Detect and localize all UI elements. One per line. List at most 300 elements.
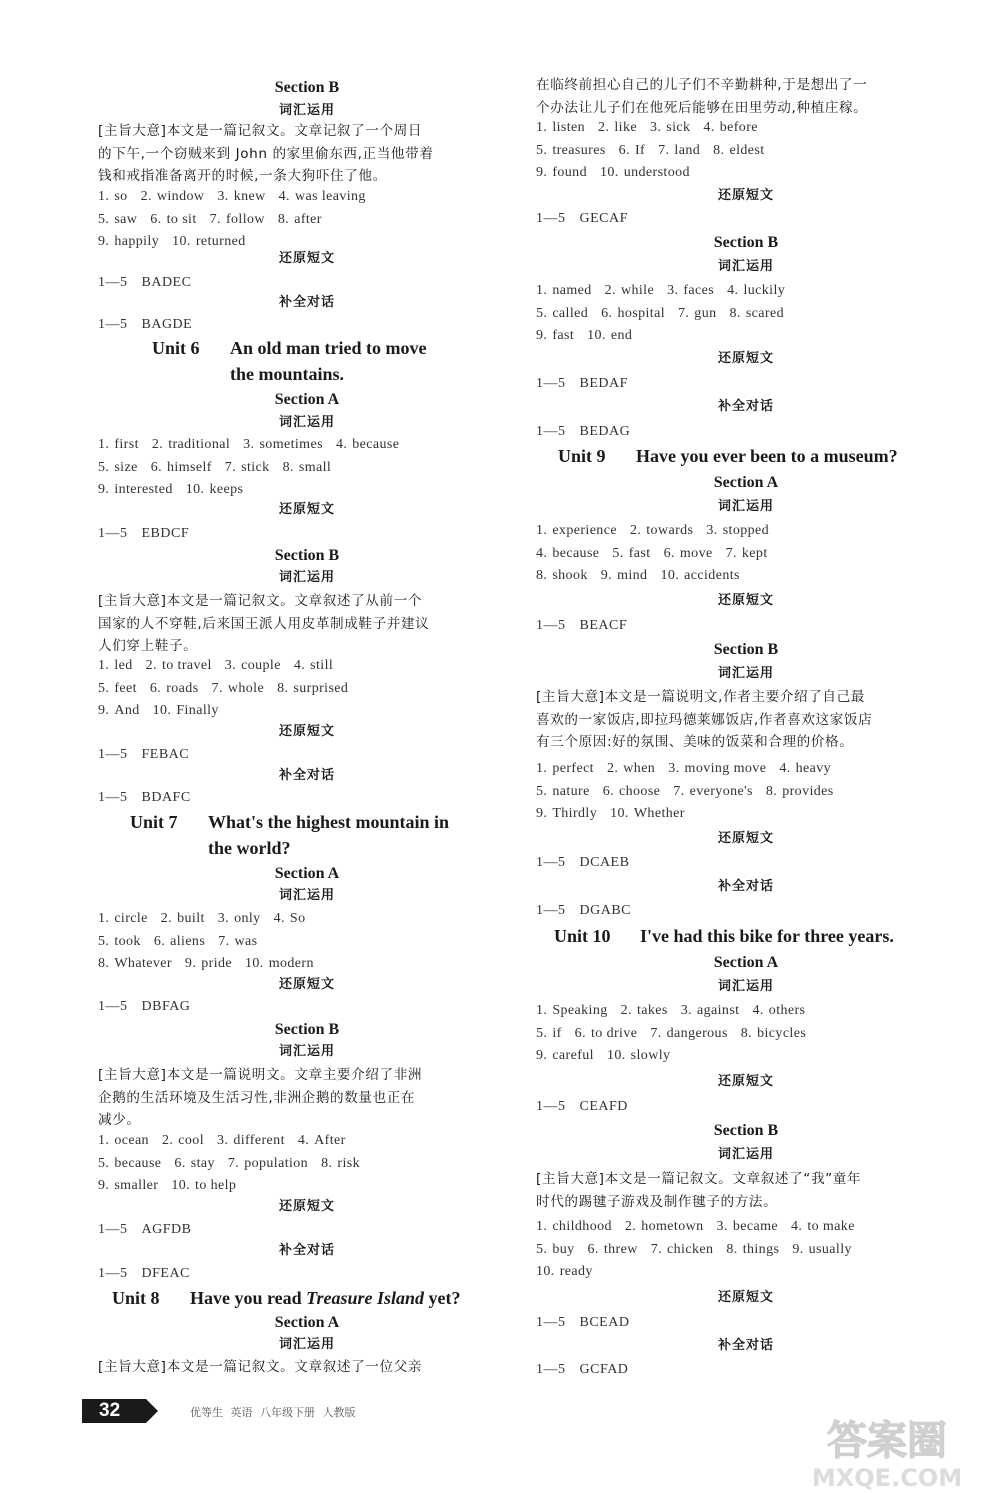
answer-word: like [614,120,637,135]
answer-letters: AGFDB [141,1222,192,1237]
summary-label: [主旨大意] [98,123,167,139]
answer-letters: BAGDE [141,317,193,332]
item-number: 3. [668,761,680,776]
item-number: 3. [649,120,662,135]
item-number: 10. [599,165,619,180]
summary-line: 本文是一篇记叙文。文章叙述了从前一个 [166,593,423,609]
item-number: 9. [536,806,548,821]
vocab-heading: 词汇运用 [717,979,774,994]
answer-range: 1—5 [98,790,128,805]
answer-word: different [233,1133,285,1148]
answer-word: scared [745,305,784,321]
summary-line: 喜欢的一家饭店,即拉玛德莱娜饭店,作者喜欢这家饭店 [536,711,873,728]
item-number: 2. [160,911,173,926]
answer-word: careful [552,1048,594,1063]
section-title: Section B [274,547,340,564]
answer-range: 1—5 [98,1222,128,1237]
item-number: 8. [729,305,741,321]
answer-row [536,781,956,804]
item-number: 6. [149,680,162,696]
summary-line: 企鹅的生活环境及生活习性,非洲企鹅的数量也正在 [98,1089,416,1106]
restore-heading: 还原短文 [717,1290,774,1305]
unit-heading [152,335,516,387]
answer-row [98,209,516,232]
item-number: 7. [658,142,670,158]
summary-paragraph [536,1168,956,1213]
answer-word: to travel [161,658,212,673]
answer-word: towards [646,523,694,538]
section-title: Section A [713,474,779,491]
summary-line: 人们穿上鞋子。 [98,638,198,654]
answer-word: stick [241,459,270,475]
unit-number: Unit 9 [558,446,606,466]
answer-range: 1—5 [98,1266,128,1281]
answer-word: fast [552,328,575,343]
item-number: 10. [185,482,205,497]
dialog-heading: 补全对话 [278,768,335,783]
item-number: 1. [98,437,110,452]
item-number: 4. [536,545,548,561]
answer-word: And [114,703,140,718]
vocab-answers [536,1216,956,1284]
answer-word: choose [619,783,661,799]
answer-row [536,543,956,566]
restore-heading: 还原短文 [278,251,335,266]
item-number: 7. [677,305,690,321]
unit-heading [554,923,956,949]
answer-word: knew [233,189,266,204]
item-number: 5. [536,1025,548,1041]
summary-line: 的下午,一个窃贼来到 John 的家里偷东西,正当他带着 [98,145,434,162]
item-number: 7. [673,783,685,799]
unit-heading [130,809,516,861]
answer-word: land [674,142,701,158]
answer-range: 1—5 [536,903,566,918]
restore-heading: 还原短文 [717,593,774,608]
answer-letters: EBDCF [141,526,190,541]
answer-word: end [610,328,633,343]
answer-word: things [742,1241,780,1257]
summary-line: 个办法让儿子们在他死后能够在田里劳动,种植庄稼。 [536,99,868,116]
answer-word: perfect [552,761,594,776]
answer-word: couple [241,658,281,673]
item-number: 6. [663,545,675,561]
item-number: 10. [606,1048,626,1063]
answer-word: shook [552,568,588,583]
answer-range: 1—5 [536,211,566,226]
answer-range: 1—5 [536,1315,566,1330]
item-number: 8. [277,680,289,696]
answer-word: gun [694,305,717,321]
item-number: 1. [98,911,110,926]
item-number: 6. [174,1155,186,1171]
book-title: Treasure Island [306,1288,425,1308]
restore-answer [536,209,956,229]
answer-word: surprised [293,680,349,696]
summary-line: 本文是一篇说明文。文章主要介绍了非洲 [166,1067,423,1083]
answer-row [536,280,956,303]
answer-row [98,457,516,480]
answer-word: small [298,459,332,475]
item-number: 8. [282,459,294,475]
answer-word: understood [623,165,690,180]
item-number: 6. [574,1025,586,1041]
answer-word: happily [114,234,160,249]
answer-letters: CEAFD [579,1099,628,1114]
answer-word: Finally [176,703,219,718]
answer-row [536,117,956,140]
answer-range: 1—5 [536,618,566,633]
restore-heading: 还原短文 [278,502,335,517]
answer-word: population [244,1155,309,1171]
vocab-heading: 词汇运用 [717,1147,774,1162]
item-number: 8. [713,142,725,158]
item-number: 7. [209,211,221,227]
answer-range: 1—5 [98,999,128,1014]
summary-paragraph [98,590,516,658]
page-number: 32 [99,1400,121,1421]
answer-word: so [114,189,128,204]
answer-word: roads [166,680,199,696]
item-number: 9. [98,1178,110,1193]
answer-row [98,931,516,954]
answer-range: 1—5 [98,747,128,762]
item-number: 5. [98,1155,110,1171]
item-number: 1. [536,120,548,135]
summary-line: 本文是一篇记叙文。文章叙述了“我”童年 [604,1171,862,1187]
answer-row [536,1045,956,1068]
item-number: 8. [726,1241,738,1257]
unit-heading [558,443,956,469]
item-number: 6. [601,305,613,321]
vocab-heading: 词汇运用 [278,888,335,903]
answer-range: 1—5 [98,275,128,290]
restore-answer [536,853,956,873]
dialog-heading: 补全对话 [717,879,774,894]
item-number: 3. [716,1219,728,1234]
answer-row [98,953,516,976]
answer-word: stopped [722,523,770,538]
section-title: Section B [274,1021,340,1038]
answer-word: keeps [209,482,244,497]
answer-row [98,1175,516,1198]
section-title: Section B [713,641,779,658]
answer-word: hospital [617,305,665,321]
answer-row [536,803,956,826]
item-number: 2. [151,437,164,452]
item-number: 5. [98,680,110,696]
answer-word: If [634,142,646,158]
item-number: 4. [335,437,348,452]
section-title: Section A [274,1314,340,1331]
restore-heading: 还原短文 [717,1074,774,1089]
dialog-answer [536,1360,956,1380]
answer-range: 1—5 [536,1362,566,1377]
summary-label: [主旨大意] [536,1171,605,1187]
answer-word: interested [114,482,173,497]
restore-answer [536,1097,956,1117]
unit-heading [112,1285,516,1311]
section-title: Section B [713,1122,779,1139]
answer-word: when [623,761,656,776]
answer-letters: GECAF [579,211,628,226]
summary-line: 在临终前担心自己的儿子们不辛勤耕种,于是想出了一 [536,77,868,93]
answer-word: kept [741,545,768,561]
summary-paragraph [98,120,516,188]
item-number: 5. [536,783,548,799]
answer-word: everyone's [689,783,753,799]
answer-word: became [732,1219,778,1234]
answer-word: aliens [170,933,206,949]
unit-title: I've had this bike for three years. [640,926,894,946]
answer-word: to sit [166,211,197,227]
item-number: 5. [98,211,110,227]
answer-word: fast [628,545,651,561]
item-number: 9. [536,328,548,343]
unit-title: An old man tried to move [230,338,427,358]
item-number: 2. [161,1133,174,1148]
answer-word: chicken [667,1241,714,1257]
answer-row [98,908,516,931]
dialog-heading: 补全对话 [717,1338,774,1353]
answer-word: Whatever [114,956,172,971]
answer-letters: BCEAD [579,1315,630,1330]
item-number: 9. [600,568,613,583]
answer-word: feet [114,680,137,696]
vocab-answers [98,434,516,502]
item-number: 1. [98,658,110,673]
restore-heading: 还原短文 [717,351,774,366]
item-number: 9. [792,1241,804,1257]
answer-word: follow [225,211,265,227]
item-number: 8. [277,211,290,227]
vocab-heading: 词汇运用 [278,1044,335,1059]
answer-row [536,520,956,543]
summary-line: 本文是一篇说明文,作者主要介绍了自己最 [604,689,866,705]
answer-row [98,678,516,701]
answer-word: if [552,1025,562,1041]
answer-word: slowly [630,1048,671,1063]
answer-word: hometown [641,1219,704,1234]
item-number: 4. [703,120,715,135]
item-number: 3. [217,911,230,926]
answer-letters: BEDAG [579,424,631,439]
answer-letters: BDAFC [141,790,191,805]
answer-word: still [310,658,334,673]
vocab-heading: 词汇运用 [278,570,335,585]
answer-row [536,325,956,348]
item-number: 5. [98,459,110,475]
dialog-answer [536,901,956,921]
answer-letters: BADEC [141,275,192,290]
answer-word: ocean [114,1133,149,1148]
item-number: 3. [243,437,255,452]
item-number: 1. [536,523,548,538]
answer-word: After [314,1133,346,1148]
item-number: 1. [536,1219,548,1234]
item-number: 5. [612,545,624,561]
answer-word: Speaking [552,1003,608,1018]
answer-word: provides [782,783,834,799]
answer-word: dangerous [666,1025,728,1041]
answer-letters: BEACF [579,618,628,633]
answer-word: traditional [168,437,231,452]
dialog-answer [98,788,516,808]
summary-label: [主旨大意] [98,1359,167,1375]
item-number: 4. [273,911,285,926]
answer-word: after [294,211,322,227]
answer-word: window [156,189,205,204]
answer-row [536,565,956,588]
item-number: 3. [217,189,229,204]
answer-word: named [552,283,592,298]
summary-line: 国家的人不穿鞋,后来国王派人用皮革制成鞋子并建议 [98,615,430,632]
answer-row [536,1261,956,1284]
item-number: 3. [217,1133,229,1148]
item-number: 2. [145,658,157,673]
item-number: 2. [604,283,616,298]
summary-label: [主旨大意] [536,689,605,705]
item-number: 4. [293,658,306,673]
answer-word: circle [114,911,148,926]
item-number: 5. [536,305,548,321]
dialog-heading: 补全对话 [278,295,335,310]
answer-range: 1—5 [536,376,566,391]
unit-title: Have you read [190,1288,302,1308]
summary-paragraph [98,1356,516,1379]
answer-row [536,1216,956,1239]
answer-word: smaller [114,1178,159,1193]
restore-heading: 还原短文 [278,977,335,992]
summary-paragraph [98,1064,516,1132]
restore-answer [536,374,956,394]
item-number: 9. [536,165,548,180]
answer-range: 1—5 [536,1099,566,1114]
dialog-answer [98,315,516,335]
restore-answer [98,1220,516,1240]
item-number: 5. [536,1241,548,1257]
vocab-answers [536,117,956,185]
restore-heading: 还原短文 [278,1199,335,1214]
vocab-heading: 词汇运用 [278,415,335,430]
answer-word: sick [666,120,691,135]
item-number: 2. [624,1219,637,1234]
section-title: Section A [713,954,779,971]
item-number: 8. [765,783,778,799]
item-number: 8. [321,1155,333,1171]
item-number: 6. [150,211,162,227]
answer-word: returned [195,234,246,249]
vocab-heading: 词汇运用 [717,259,774,274]
answer-word: to help [195,1178,237,1193]
answer-word: because [552,545,600,561]
answer-word: Whether [633,806,685,821]
answer-word: risk [337,1155,361,1171]
answer-letters: DFEAC [141,1266,190,1281]
restore-answer [98,745,516,765]
answer-word: Thirdly [552,806,598,821]
answer-range: 1—5 [98,317,128,332]
item-number: 2. [598,120,610,135]
section-title: Section B [274,79,340,96]
answer-word: moving move [684,761,767,776]
item-number: 8. [536,568,548,583]
answer-letters: BEDAF [579,376,628,391]
item-number: 10. [171,1178,191,1193]
answer-row [98,479,516,502]
answer-row [98,434,516,457]
item-number: 6. [150,459,162,475]
dialog-heading: 补全对话 [717,399,774,414]
vocab-answers [98,908,516,976]
answer-word: So [289,911,306,926]
unit-title: What's the highest mountain in [208,812,450,832]
answer-word: eldest [729,142,765,158]
item-number: 1. [98,189,110,204]
answer-word: nature [552,783,590,799]
watermark-text-bottom: MXQE.COM [811,1464,963,1492]
item-number: 10. [587,328,606,343]
summary-paragraph-continued [536,74,956,119]
answer-letters: DGABC [579,903,632,918]
summary-line: 时代的踢毽子游戏及制作毽子的方法。 [536,1193,778,1210]
answer-word: sometimes [259,437,323,452]
answer-word: because [114,1155,162,1171]
answer-word: mind [617,568,648,583]
restore-answer [536,616,956,636]
restore-heading: 还原短文 [717,188,774,203]
answer-word: against [697,1003,740,1018]
item-number: 7. [725,545,737,561]
item-number: 4. [752,1003,764,1018]
item-number: 10. [172,234,191,249]
unit-title: Have you ever been to a museum? [636,446,898,466]
item-number: 9. [184,956,197,971]
answer-letters: FEBAC [141,747,190,762]
item-number: 9. [98,703,110,718]
answer-word: experience [552,523,617,538]
vocab-heading: 词汇运用 [717,666,774,681]
answer-word: to drive [590,1025,638,1041]
answer-word: treasures [552,142,606,158]
item-number: 8. [740,1025,753,1041]
restore-answer [536,1313,956,1333]
answer-letters: GCFAD [579,1362,629,1377]
item-number: 6. [618,142,630,158]
summary-line: 减少。 [98,1112,141,1128]
answer-word: because [352,437,400,452]
answer-word: others [768,1003,806,1018]
vocab-answers [536,758,956,826]
answer-word: while [620,283,655,298]
vocab-heading: 词汇运用 [278,103,335,118]
item-number: 4. [791,1219,803,1234]
answer-word: move [679,545,713,561]
answer-row [536,1239,956,1262]
item-number: 6. [153,933,166,949]
answer-row [98,1153,516,1176]
vocab-heading: 词汇运用 [278,1337,335,1352]
vocab-answers [98,1130,516,1198]
vocab-answers [536,1000,956,1068]
unit-title-continued: the mountains. [230,364,345,384]
vocab-answers [98,186,516,254]
item-number: 4. [297,1133,310,1148]
answer-row [98,700,516,723]
answer-word: takes [636,1003,668,1018]
answer-range: 1—5 [536,424,566,439]
item-number: 1. [98,1133,110,1148]
